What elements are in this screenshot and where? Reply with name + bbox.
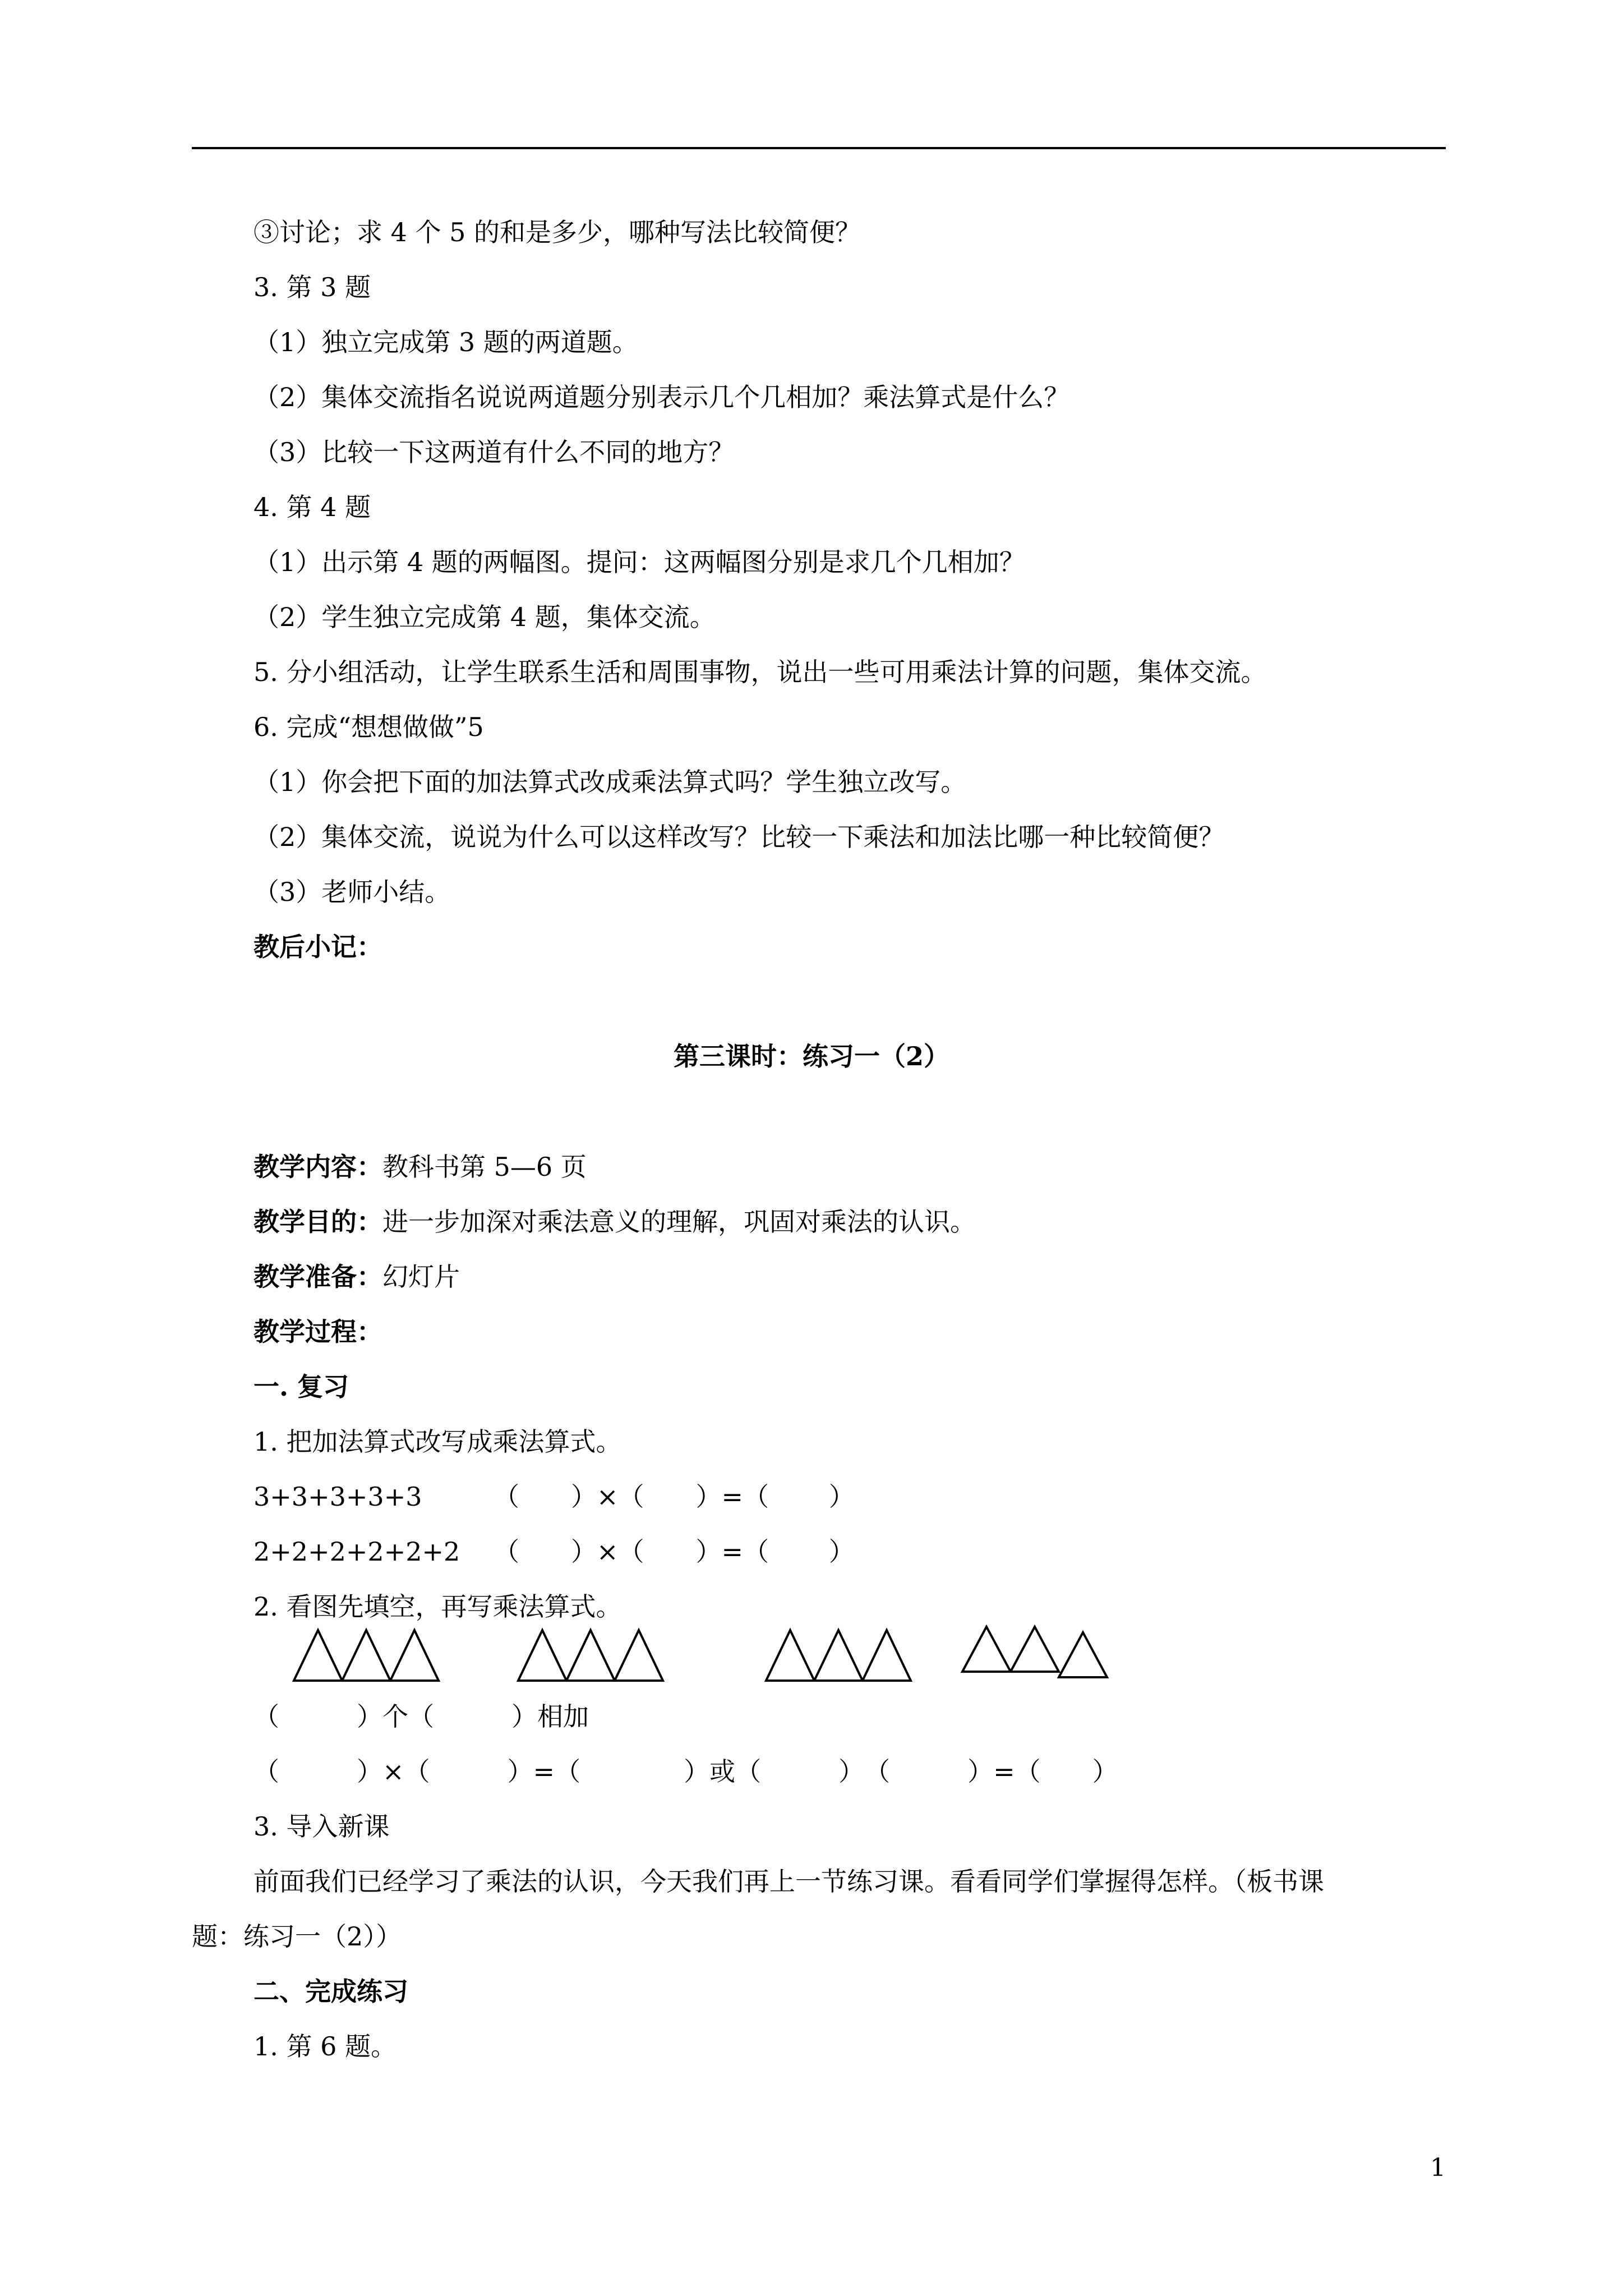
lesson-title: 第三课时：练习一（2） [673, 1041, 949, 1071]
triangle [390, 1630, 439, 1681]
equation-row-1-blanks: （ ）×（ ）=（ ） [494, 1481, 855, 1512]
section-practice-heading: 二、完成练习 [253, 1976, 408, 2007]
triangle [566, 1630, 615, 1681]
fill-in-equation-row: （ ）×（ ）=（ ）或（ ） （ ）=（ ） [253, 1756, 1118, 1787]
exercise-4-step-2: （2）学生独立完成第 4 题，集体交流。 [253, 602, 716, 632]
teaching-content-label: 教学内容： [253, 1152, 382, 1182]
teaching-goal-value: 进一步加深对乘法意义的理解，巩固对乘法的认识。 [382, 1207, 976, 1237]
after-class-notes-label: 教后小记： [253, 932, 382, 962]
teaching-prep-value: 幻灯片 [382, 1262, 460, 1292]
teaching-process-label: 教学过程： [253, 1317, 382, 1347]
teaching-prep-label: 教学准备： [253, 1262, 382, 1292]
intro-paragraph-line-2: 题：练习一（2）） [192, 1921, 402, 1952]
triangle-group-2 [516, 1627, 673, 1683]
group-activity-line: 5. 分小组活动，让学生联系生活和周围事物，说出一些可用乘法计算的问题，集体交流。 [253, 657, 1267, 687]
intro-paragraph-line-1: 前面我们已经学习了乘法的认识，今天我们再上一节练习课。看看同学们掌握得怎样。（板书课 [253, 1866, 1324, 1897]
equation-row-1-left: 3+3+3+3+3 [253, 1481, 422, 1512]
exercise-4-step-1: （1）出示第 4 题的两幅图。提问：这两幅图分别是求几个几相加？ [253, 547, 1025, 577]
triangle [615, 1630, 663, 1681]
triangle [1059, 1632, 1107, 1677]
triangle [342, 1630, 390, 1681]
equation-row-2-blanks: （ ）×（ ）=（ ） [494, 1536, 855, 1567]
teaching-content-value: 教科书第 5—6 页 [382, 1152, 587, 1182]
triangle [1011, 1627, 1059, 1672]
exercise-4-heading: 4. 第 4 题 [253, 492, 371, 522]
think-and-do-step-1: （1）你会把下面的加法算式改成乘法算式吗？学生独立改写。 [253, 767, 967, 797]
teaching-goal-row [253, 1205, 976, 1239]
teaching-goal-label: 教学目的： [253, 1207, 382, 1237]
think-and-do-step-3: （3）老师小结。 [253, 877, 451, 907]
think-and-do-step-2: （2）集体交流，说说为什么可以这样改写？比较一下乘法和加法比哪一种比较简便？ [253, 822, 1225, 852]
equation-row-2-left: 2+2+2+2+2+2 [253, 1536, 460, 1567]
review-item-3: 3. 导入新课 [253, 1811, 390, 1842]
triangle [766, 1630, 814, 1681]
section-review-heading: 一. 复习 [253, 1372, 349, 1402]
header-rule [192, 147, 1446, 149]
triangle [863, 1630, 911, 1681]
discussion-line: ③讨论；求 4 个 5 的和是多少，哪种写法比较简便？ [253, 217, 861, 247]
teaching-content-row [253, 1150, 587, 1184]
triangle [962, 1627, 1011, 1672]
triangle-group-3 [764, 1627, 921, 1683]
exercise-3-step-2: （2）集体交流指名说说两道题分别表示几个几相加？乘法算式是什么？ [253, 382, 1070, 412]
exercise-3-step-1: （1）独立完成第 3 题的两道题。 [253, 327, 638, 357]
triangle [814, 1630, 863, 1681]
teaching-prep-row [253, 1260, 460, 1294]
triangle-group-4 [960, 1623, 1117, 1680]
think-and-do-heading: 6. 完成“想想做做”5 [253, 712, 484, 742]
triangle-group-1 [292, 1627, 449, 1683]
practice-item-1: 1. 第 6 题。 [253, 2031, 397, 2062]
page-number: 1 [1430, 2154, 1446, 2182]
fill-in-count-row: （ ）个（ ）相加 [253, 1701, 589, 1732]
review-item-2: 2. 看图先填空，再写乘法算式。 [253, 1591, 622, 1622]
exercise-3-heading: 3. 第 3 题 [253, 272, 371, 302]
triangle [518, 1630, 566, 1681]
exercise-3-step-3: （3）比较一下这两道有什么不同的地方？ [253, 437, 735, 467]
triangle [294, 1630, 342, 1681]
review-item-1: 1. 把加法算式改写成乘法算式。 [253, 1427, 622, 1457]
